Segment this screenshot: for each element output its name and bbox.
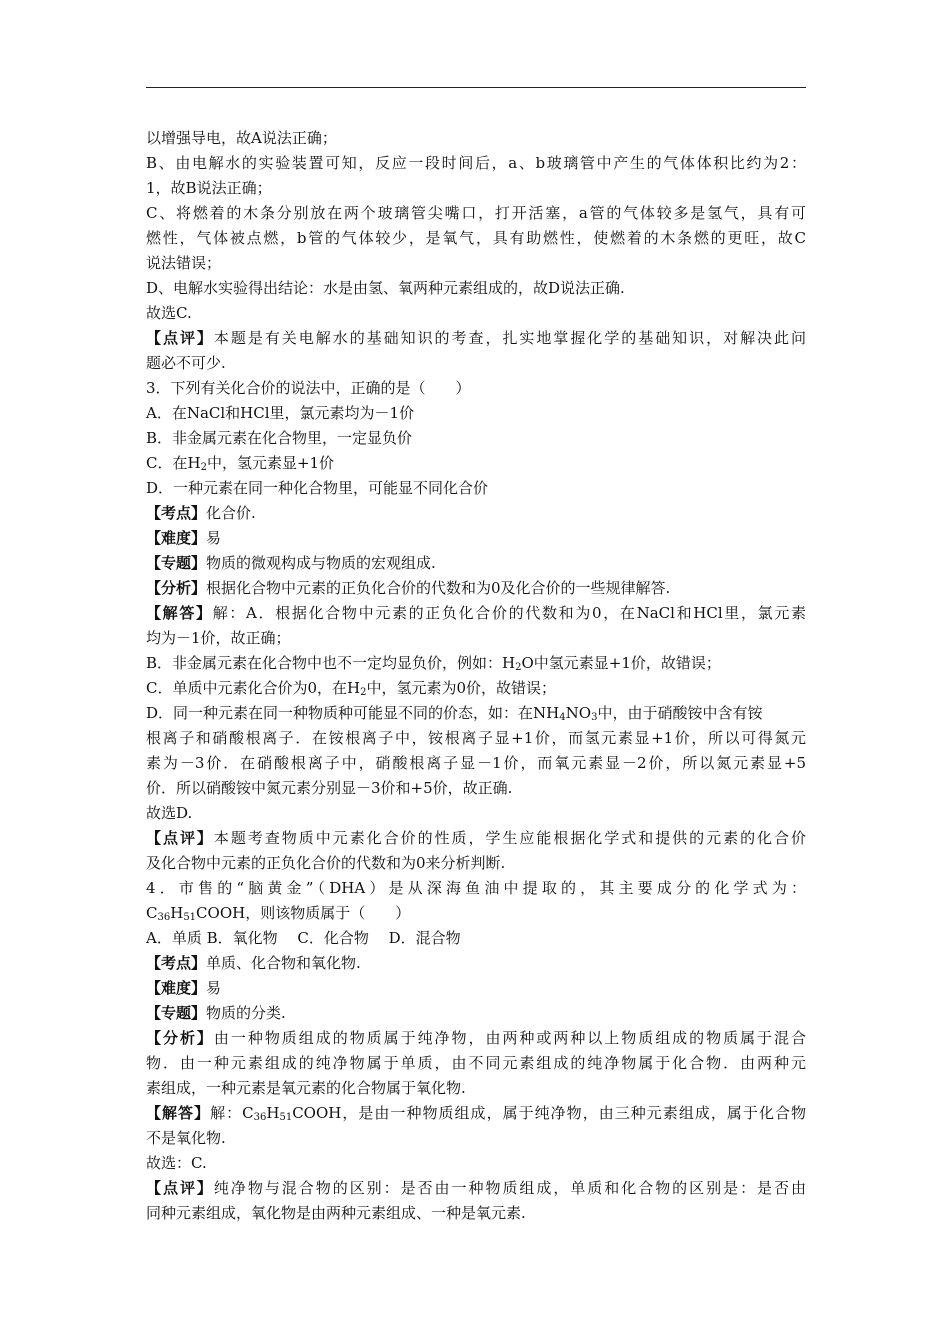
text-run: H xyxy=(266,1104,280,1122)
options-line: A．单质 B．氧化物 C．化合物 D．混合物 xyxy=(146,929,461,947)
text-run: COOH，是由一种物质组成，属于纯净物，由三种元素组成，属于化合物 xyxy=(292,1104,806,1122)
text-line xyxy=(146,701,806,726)
text-line: 价．所以硝酸铵中氮元素分别显－3价和+5价，故正确. xyxy=(146,779,513,797)
option-c xyxy=(146,451,806,476)
text-run: 本题考查物质中元素化合价的性质，学生应能根据化学式和提供的元素的化合价 xyxy=(213,829,806,847)
text-line xyxy=(146,976,806,1001)
text-run: 由一种物质组成的物质属于纯净物，由两种或两种以上物质组成的物质属于混合 xyxy=(213,1029,806,1047)
text-run: C．在H xyxy=(146,454,201,472)
text-line xyxy=(146,1176,806,1201)
text-line xyxy=(146,651,806,676)
tag-dianping: 【点评】 xyxy=(146,829,214,847)
text-run: O中氢元素显+1价，故错误； xyxy=(521,654,721,672)
tag-jieda: 【解答】 xyxy=(146,1104,211,1122)
text-run: 易 xyxy=(206,979,222,997)
text-line: 物．由一种元素组成的纯净物属于单质，由不同元素组成的纯净物属于化合物．由两种元 xyxy=(146,1054,806,1072)
option-a: A．在NaCl和HCl里，氯元素均为－1价 xyxy=(146,404,415,422)
question-3-stem: 3．下列有关化合价的说法中，正确的是（ ） xyxy=(146,379,471,397)
text-line xyxy=(146,576,806,601)
text-run: C xyxy=(146,904,158,922)
tag-kaodian: 【考点】 xyxy=(146,504,207,522)
text-run: 本题是有关电解水的基础知识的考查，扎实地掌握化学的基础知识，对解决此问 xyxy=(213,329,806,347)
text-run: C．单质中元素化合价为0，在H xyxy=(146,679,361,697)
text-line: 均为－1价，故正确； xyxy=(146,629,291,647)
text-line: 故选：C. xyxy=(146,1154,207,1172)
text-line: 故选D. xyxy=(146,804,193,822)
text-line: 同种元素组成，氧化物是由两种元素组成、一种是氧元素. xyxy=(146,1204,526,1222)
tag-zhuanti: 【专题】 xyxy=(146,1004,207,1022)
subscript: 2 xyxy=(200,462,207,473)
text-line xyxy=(146,1101,806,1126)
text-run: H xyxy=(170,904,184,922)
tag-dianping: 【点评】 xyxy=(146,1179,214,1197)
text-line xyxy=(146,551,806,576)
tag-fenxi: 【分析】 xyxy=(146,579,207,597)
text-line: 以增强导电，故A说法正确； xyxy=(146,129,337,147)
text-run: 解：C xyxy=(210,1104,254,1122)
text-run: 中，氢元素显+1价 xyxy=(206,454,335,472)
text-line: 燃性，气体被点燃，b管的气体较少，是氧气，具有助燃性，使燃着的木条燃的更旺，故C xyxy=(146,229,806,247)
text-run: 纯净物与混合物的区别：是否由一种物质组成，单质和化合物的区别是：是否由 xyxy=(213,1179,806,1197)
tag-dianping: 【点评】 xyxy=(146,329,214,347)
subscript: 51 xyxy=(183,912,197,923)
text-run: D．同一种元素在同一种物质种可能显不同的价态，如：在NH xyxy=(146,704,560,722)
option-b: B．非金属元素在化合物里，一定显负价 xyxy=(146,429,413,447)
text-run: 根据化合物中元素的正负化合价的代数和为0及化合价的一些规律解答. xyxy=(206,579,671,597)
header-rule xyxy=(146,87,806,88)
text-line xyxy=(146,901,806,926)
text-run: 解：A．根据化合物中元素的正负化合价的代数和为0，在NaCl和HCl里，氯元素 xyxy=(212,604,806,622)
question-4-stem: 4．市售的“脑黄金”（DHA）是从深海鱼油中提取的，其主要成分的化学式为： xyxy=(146,879,806,897)
text-line: B、由电解水的实验装置可知，反应一段时间后，a、b玻璃管中产生的气体体积比约为2： xyxy=(146,154,806,172)
text-line xyxy=(146,1001,806,1026)
text-line: 题必不可少. xyxy=(146,354,226,372)
document-body xyxy=(146,126,806,1226)
text-line xyxy=(146,526,806,551)
text-line: 说法错误； xyxy=(146,254,222,272)
text-line xyxy=(146,326,806,351)
text-line xyxy=(146,676,806,701)
tag-zhuanti: 【专题】 xyxy=(146,554,207,572)
text-run: 化合价. xyxy=(206,504,256,522)
subscript: 36 xyxy=(253,1112,267,1123)
text-line: 1，故B说法正确； xyxy=(146,179,272,197)
subscript: 2 xyxy=(515,662,522,673)
text-line xyxy=(146,501,806,526)
text-line xyxy=(146,826,806,851)
text-line: 素组成，一种元素是氧元素的化合物属于氧化物. xyxy=(146,1079,466,1097)
tag-fenxi: 【分析】 xyxy=(146,1029,214,1047)
text-line: 及化合物中元素的正负化合价的代数和为0来分析判断. xyxy=(146,854,506,872)
text-run: 中，氢元素为0价，故错误； xyxy=(366,679,557,697)
text-line: 故选C. xyxy=(146,304,192,322)
tag-nandu: 【难度】 xyxy=(146,529,207,547)
text-run: 易 xyxy=(206,529,222,547)
text-line: 素为－3价．在硝酸根离子中，硝酸根离子显－1价，而氧元素显－2价，所以氮元素显+5 xyxy=(146,754,806,772)
subscript: 51 xyxy=(279,1112,293,1123)
text-run: 物质的分类. xyxy=(206,1004,286,1022)
subscript: 2 xyxy=(360,687,367,698)
subscript: 36 xyxy=(157,912,171,923)
subscript: 4 xyxy=(559,712,566,723)
text-run: 物质的微观构成与物质的宏观组成. xyxy=(206,554,436,572)
text-line: 根离子和硝酸根离子．在铵根离子中，铵根离子显+1价，而氢元素显+1价，所以可得氮元 xyxy=(146,729,806,747)
subscript: 3 xyxy=(591,712,598,723)
tag-nandu: 【难度】 xyxy=(146,979,207,997)
text-line xyxy=(146,601,806,626)
text-line xyxy=(146,951,806,976)
text-line: D、电解水实验得出结论：水是由氢、氧两种元素组成的，故D说法正确. xyxy=(146,279,625,297)
text-line: C、将燃着的木条分别放在两个玻璃管尖嘴口，打开活塞，a管的气体较多是氢气，具有可 xyxy=(146,204,806,222)
text-run: B．非金属元素在化合物中也不一定均显负价，例如：H xyxy=(146,654,516,672)
tag-jieda: 【解答】 xyxy=(146,604,213,622)
tag-kaodian: 【考点】 xyxy=(146,954,207,972)
text-run: 中，由于硝酸铵中含有铵 xyxy=(597,704,763,722)
option-d: D．一种元素在同一种化合物里，可能显不同化合价 xyxy=(146,479,489,497)
text-line xyxy=(146,1026,806,1051)
text-line: 不是氧化物. xyxy=(146,1129,226,1147)
text-run: NO xyxy=(565,704,592,722)
text-run: COOH，则该物质属于（ ） xyxy=(196,904,411,922)
text-run: 单质、化合物和氧化物. xyxy=(206,954,361,972)
